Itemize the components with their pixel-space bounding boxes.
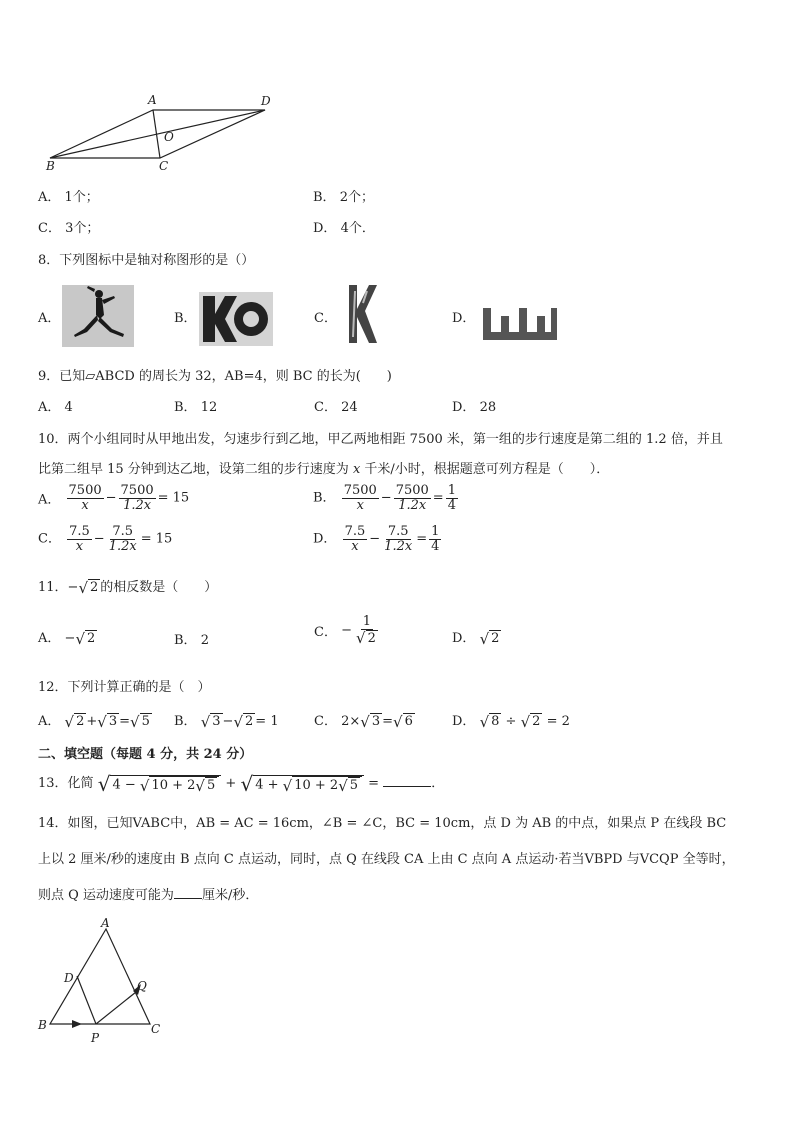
label-a: A — [148, 93, 157, 107]
q9-option-a: A． 4 — [38, 400, 73, 415]
q13-line: 13．化简 √ 4 − √ 10 + 2 √ 5 + √ 4 + √ 10 + 2 √ 5 = ． — [38, 771, 445, 796]
q10-option-d: D． $\frac{7.5}{x}$ − $\frac{7.5}{1.2x}$ = $\frac{1}{4}$ — [313, 524, 440, 554]
kyrie-logo-icon — [341, 283, 383, 345]
q8-label-c: C． — [314, 311, 337, 326]
segment-pq — [96, 992, 136, 1024]
lebron-logo-icon — [481, 306, 559, 342]
q7-option-d: D． 4个． — [313, 221, 375, 236]
q12-option-b: B． √ 3 − √ 2 = 1 — [174, 712, 279, 731]
label-c: C — [159, 159, 169, 173]
label-c2: C — [151, 1022, 161, 1036]
segment-dp — [77, 976, 96, 1024]
kd-logo-icon — [199, 292, 273, 346]
q14-line2: 上以 2 厘米/秒的速度由 B 点向 C 点运动，同时，点 Q 在线段 CA 上由 C 点向 A 点运动·若当VBPD 与VCQP 全等时， — [38, 852, 735, 867]
label-o: O — [164, 130, 174, 144]
q13-answer-blank[interactable] — [383, 774, 431, 787]
q10-line1: 10．两个小组同时从甲地出发，匀速步行到乙地，甲乙两地相距 7500 米，第一组的步行速度是第二组的 1.2 倍，并且 — [38, 432, 723, 447]
label-a2: A — [101, 916, 110, 930]
q10-line2: 比第二组早 15 分钟到达乙地，设第二组的步行速度为 x 千米/小时，根据题意可列方程是（ ）． — [38, 462, 610, 477]
label-q2: Q — [137, 979, 147, 993]
q7-option-b: B． 2个； — [313, 190, 374, 205]
q12-option-c: C． 2× √ 3 = √ 6 — [314, 712, 413, 731]
q14-line1: 14．如图，已知VABC中，AB = AC = 16cm，∠B = ∠C，BC = 10cm，点 D 为 AB 的中点，如果点 P 在线段 BC — [38, 816, 727, 831]
q12-stem: 12．下列计算正确的是（ ） — [38, 680, 211, 695]
parallelogram-figure — [40, 88, 280, 174]
q11-option-c: C． − 1 √ 2 — [314, 614, 376, 648]
q9-option-b: B． 12 — [174, 400, 218, 415]
q14-line3: 则点 Q 运动速度可能为 厘米/秒． — [38, 888, 259, 903]
q8-label-b: B． — [174, 311, 197, 326]
q8-label-d: D． — [452, 311, 476, 326]
q11-stem: 11．− √ 2 的相反数是（ ） — [38, 578, 218, 597]
q12-option-d: D． √ 8 ÷ √ 2 = 2 — [452, 712, 570, 731]
q10-option-c: C． $\frac{7.5}{x}$ − $\frac{7.5}{1.2x}$ = 15 — [38, 524, 173, 554]
q11-option-a: A． − √ 2 — [38, 629, 96, 648]
label-p2: P — [91, 1031, 100, 1045]
q11-option-d: D． √ 2 — [452, 629, 500, 648]
q10-option-a: A． $\frac{7500}{x}$ − $\frac{7500}{1.2x}$ = 15 — [38, 483, 190, 513]
q8-stem: 8．下列图标中是轴对称图形的是（） — [38, 253, 255, 268]
q14-answer-blank[interactable] — [174, 886, 202, 899]
q7-option-c: C． 3个； — [38, 221, 100, 236]
q9-option-d: D． 28 — [452, 400, 497, 415]
q8-label-a: A． — [38, 311, 61, 326]
label-d2: D — [64, 971, 74, 985]
triangle-figure — [30, 915, 180, 1050]
q9-stem: 9．已知▱ABCD 的周长为 32，AB=4，则 BC 的长为( ) — [38, 369, 392, 384]
q11-option-b: B． 2 — [174, 633, 209, 648]
q12-option-a: A． √ 2 + √ 3 = √ 5 — [38, 712, 150, 731]
diagonal-bd — [50, 110, 265, 158]
q9-option-c: C． 24 — [314, 400, 358, 415]
arrow-bp — [72, 1020, 82, 1028]
q10-option-b: B． $\frac{7500}{x}$ − $\frac{7500}{1.2x}$ = $\frac{1}{4}$ — [313, 483, 456, 513]
q7-option-a: A． 1个； — [38, 190, 99, 205]
jumpman-logo-icon — [62, 285, 134, 347]
section-title: 二、填空题（每题 4 分，共 24 分） — [38, 747, 253, 762]
label-b: B — [46, 159, 55, 173]
label-b2: B — [38, 1018, 47, 1032]
label-d: D — [261, 94, 271, 108]
